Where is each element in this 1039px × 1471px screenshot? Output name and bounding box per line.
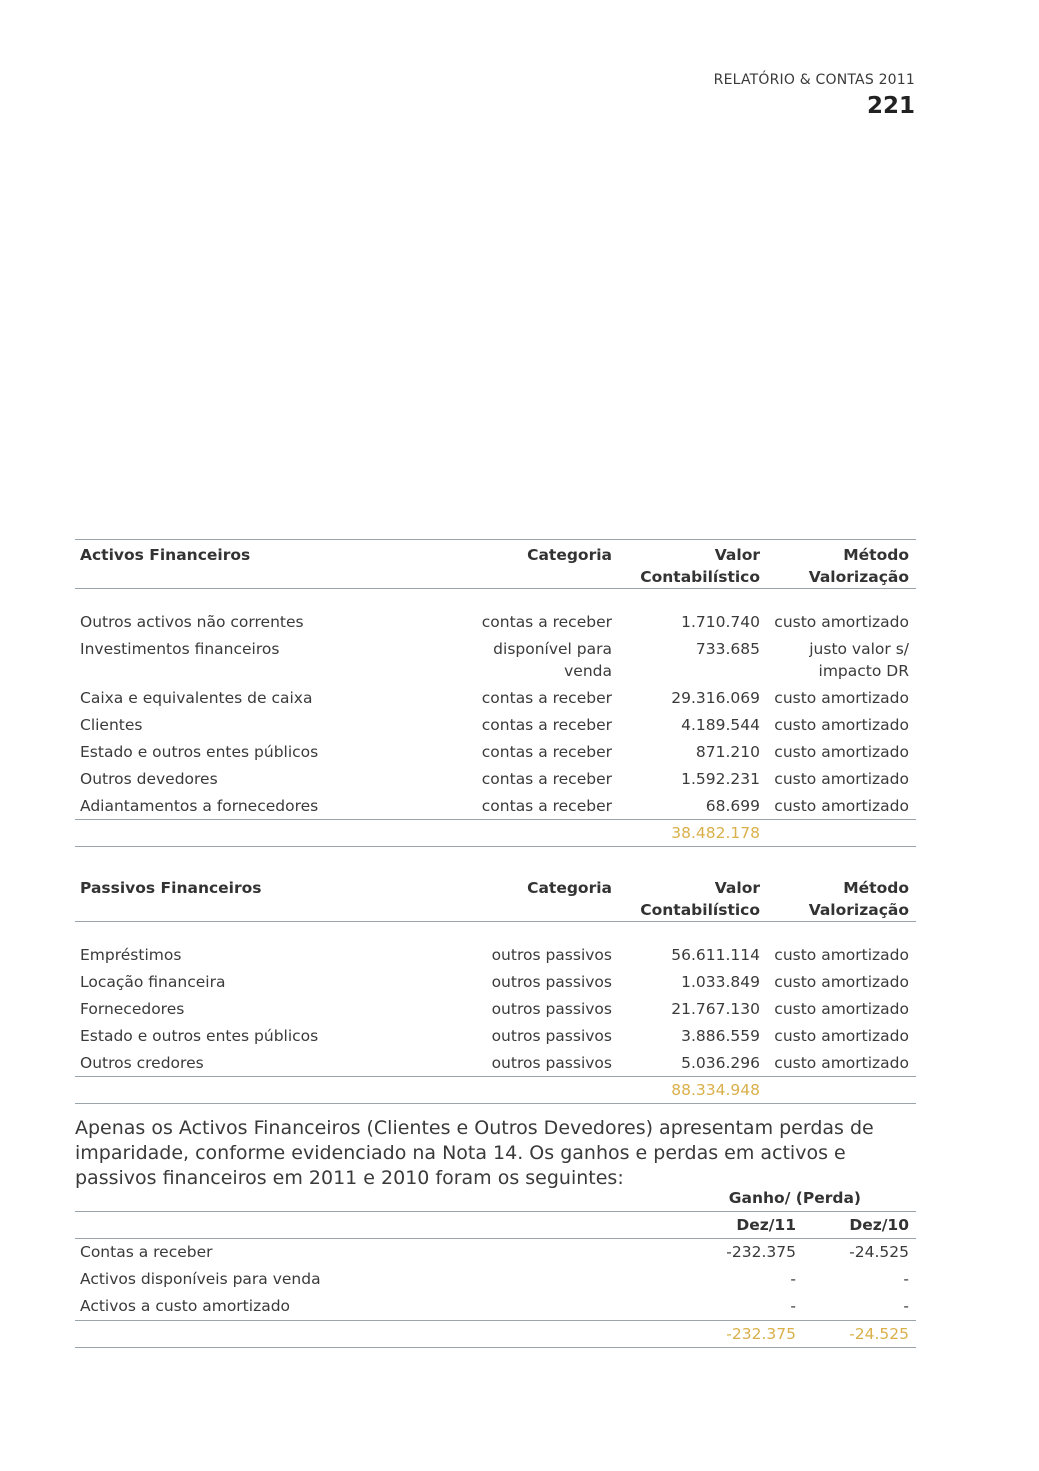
- table-row: [75, 766, 916, 792]
- table-row: [75, 1023, 916, 1049]
- table-row: [75, 942, 916, 968]
- total-row: [75, 820, 916, 846]
- row-category: contas a receber: [481, 770, 612, 788]
- row-dez11: -232.375: [726, 1243, 796, 1261]
- group-header: Ganho/ (Perda): [728, 1189, 861, 1207]
- header-bottom-rule: [75, 588, 916, 589]
- row-name: Estado e outros entes públicos: [80, 743, 319, 761]
- row-value: 56.611.114: [671, 946, 760, 964]
- row-category: contas a receber: [481, 743, 612, 761]
- group-header-row: [75, 1185, 916, 1211]
- report-title: RELATÓRIO & CONTAS 2011: [713, 72, 915, 88]
- table-top-rule: [75, 539, 916, 540]
- header-value: [640, 877, 760, 921]
- row-name: Outros devedores: [80, 770, 218, 788]
- row-name: Locação financeira: [80, 973, 226, 991]
- row-method: [809, 638, 909, 682]
- row-dez11: -: [790, 1297, 796, 1315]
- body-paragraph: Apenas os Activos Financeiros (Clientes e Outros Devedores) apresentam perdas de imparidade, conforme evidenciado na Nota 14. Os ganhos e perdas em activos e passivos financeiros em 2011 e 2010 foram os seguintes:: [75, 1117, 874, 1189]
- row-value: 21.767.130: [671, 1000, 760, 1018]
- row-category: contas a receber: [481, 797, 612, 815]
- row-method: custo amortizado: [774, 973, 909, 991]
- header-dez10: Dez/10: [849, 1216, 909, 1234]
- header-category: Categoria: [527, 879, 612, 897]
- row-name: Estado e outros entes públicos: [80, 1027, 319, 1045]
- table-row: [75, 712, 916, 738]
- row-category-line1: disponível para: [493, 640, 612, 658]
- table-header-row: [75, 875, 916, 919]
- row-name: Adiantamentos a fornecedores: [80, 797, 319, 815]
- row-category-line2: venda: [564, 662, 612, 680]
- row-dez10: -: [903, 1297, 909, 1315]
- table-row: [75, 793, 916, 819]
- row-method: custo amortizado: [774, 946, 909, 964]
- header-bottom-rule: [75, 921, 916, 922]
- row-category: outros passivos: [491, 1000, 612, 1018]
- header-value-line2: Contabilístico: [640, 901, 760, 919]
- row-method: custo amortizado: [774, 743, 909, 761]
- header-category: Categoria: [527, 546, 612, 564]
- row-method: custo amortizado: [774, 716, 909, 734]
- row-value: 871.210: [695, 743, 760, 761]
- row-name: Caixa e equivalentes de caixa: [80, 689, 313, 707]
- row-method: custo amortizado: [774, 770, 909, 788]
- row-value: 5.036.296: [681, 1054, 760, 1072]
- row-category: outros passivos: [491, 946, 612, 964]
- row-value: 1.033.849: [681, 973, 760, 991]
- header-value-line1: Valor: [714, 546, 760, 564]
- row-method: custo amortizado: [774, 1054, 909, 1072]
- row-value: 68.699: [705, 797, 760, 815]
- row-method: custo amortizado: [774, 613, 909, 631]
- row-dez11: -: [790, 1270, 796, 1288]
- page-number: 221: [866, 93, 915, 119]
- total-dez11: -232.375: [726, 1325, 796, 1343]
- row-value: 4.189.544: [681, 716, 760, 734]
- row-name: Clientes: [80, 716, 143, 734]
- row-method: custo amortizado: [774, 797, 909, 815]
- row-method-line1: justo valor s/: [809, 640, 909, 658]
- header-method-line2: Valorização: [808, 901, 909, 919]
- header-value-line1: Valor: [714, 879, 760, 897]
- header-method-line1: Método: [843, 879, 909, 897]
- row-value: 29.316.069: [671, 689, 760, 707]
- table-header-row: [75, 1212, 916, 1238]
- table-row: [75, 969, 916, 995]
- row-name: Outros credores: [80, 1054, 204, 1072]
- total-row: [75, 1321, 916, 1347]
- row-name: Contas a receber: [80, 1243, 213, 1261]
- row-value: 1.710.740: [681, 613, 760, 631]
- table-row: [75, 1050, 916, 1076]
- header-dez11: Dez/11: [736, 1216, 796, 1234]
- row-value: 733.685: [695, 640, 760, 658]
- header-method: [809, 877, 909, 921]
- row-category: outros passivos: [491, 973, 612, 991]
- row-name: Activos a custo amortizado: [80, 1297, 291, 1315]
- row-method-line2: impacto DR: [818, 662, 909, 680]
- header-method-line2: Valorização: [808, 568, 909, 586]
- header-method-line1: Método: [843, 546, 909, 564]
- total-row: [75, 1077, 916, 1103]
- total-value: 88.334.948: [671, 1081, 760, 1099]
- row-method: custo amortizado: [774, 1000, 909, 1018]
- header-value-line2: Contabilístico: [640, 568, 760, 586]
- row-name: Activos disponíveis para venda: [80, 1270, 321, 1288]
- header-name: Activos Financeiros: [80, 546, 251, 564]
- assets-table: [75, 539, 916, 849]
- row-category: contas a receber: [481, 716, 612, 734]
- table-header-row: [75, 542, 916, 586]
- total-value: 38.482.178: [671, 824, 760, 842]
- row-dez10: -: [903, 1270, 909, 1288]
- header-value: [640, 544, 760, 588]
- table-row: [75, 685, 916, 711]
- row-category: contas a receber: [481, 689, 612, 707]
- row-category: outros passivos: [491, 1027, 612, 1045]
- table-row: [75, 996, 916, 1022]
- page-header: [714, 70, 915, 120]
- table-row: [75, 636, 916, 684]
- row-method: custo amortizado: [774, 689, 909, 707]
- row-name: Fornecedores: [80, 1000, 185, 1018]
- total-bottom-rule: [75, 1347, 916, 1348]
- gains-losses-table: [75, 1185, 916, 1351]
- total-bottom-rule: [75, 1103, 916, 1104]
- table-row: [75, 609, 916, 635]
- header-method: [809, 544, 909, 588]
- table-row: [75, 1239, 916, 1265]
- row-method: custo amortizado: [774, 1027, 909, 1045]
- table-row: [75, 1293, 916, 1319]
- table-row: [75, 1266, 916, 1292]
- row-value: 3.886.559: [681, 1027, 760, 1045]
- row-value: 1.592.231: [681, 770, 760, 788]
- row-category: contas a receber: [481, 613, 612, 631]
- row-name: Investimentos financeiros: [80, 640, 280, 658]
- row-dez10: -24.525: [849, 1243, 909, 1261]
- liabilities-table: [75, 872, 916, 1104]
- row-name: Empréstimos: [80, 946, 182, 964]
- table-row: [75, 739, 916, 765]
- row-name: Outros activos não correntes: [80, 613, 304, 631]
- total-bottom-rule: [75, 846, 916, 847]
- header-name: Passivos Financeiros: [80, 879, 262, 897]
- row-category: [493, 638, 612, 682]
- row-category: outros passivos: [491, 1054, 612, 1072]
- total-dez10: -24.525: [849, 1325, 909, 1343]
